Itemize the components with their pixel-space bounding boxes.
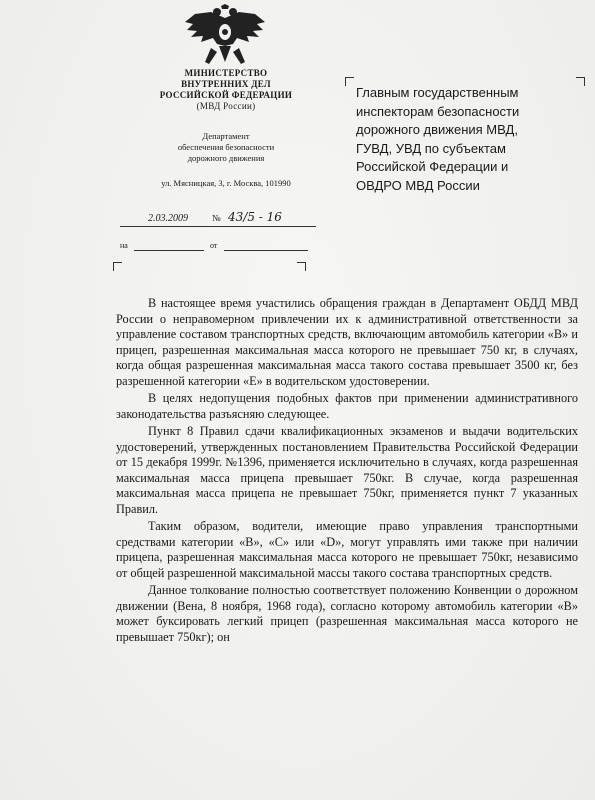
corner-mark [297, 262, 306, 271]
letter-body [116, 296, 578, 647]
body-paragraph: Таким образом, водители, имеющие право управления транспортными средствами категории «В», «С» или «D», могут управлять ими также при наличии прицепа, разрешенная максимальная масса которого не превышает 750кг, независимо от общей разрешенной максимальной массы такого состава транспортных средств. [116, 519, 578, 580]
ref-ot-blank [224, 250, 308, 251]
recipient-line: дорожного движения МВД, [356, 122, 518, 137]
body-paragraph: В целях недопущения подобных фактов при применении административного законодательства разъясняю следующее. [116, 391, 578, 421]
number-label: № [212, 213, 221, 223]
ministry-line: (МВД России) [196, 101, 256, 111]
department-line: дорожного движения [187, 153, 265, 163]
corner-mark [576, 77, 585, 86]
reference-line [120, 241, 316, 253]
department-line: обеспечения безопасности [177, 142, 275, 152]
ref-na-blank [134, 250, 204, 251]
recipient-line: инспекторам безопасности [356, 103, 520, 119]
ministry-line: РОССИЙСКОЙ ФЕДЕРАЦИИ [159, 90, 293, 100]
ref-ot-label: от [210, 241, 218, 250]
body-paragraph: В настоящее время участились обращения граждан в Департамент ОБДД МВД России о неправомерном привлечении их к административной ответственности за управление составом транспортных средств, включающим автомобиль категории «В» и прицеп, разрешенная максимальная масса которого не превышает 750 кг, в случаях, когда общая разрешенная максимальная масса такого состава превышает 3500 кг, без разрешенной категории «Е» в водительском удостоверении. [116, 296, 578, 388]
body-paragraph: Данное толкование полностью соответствует положению Конвенции о дорожном движении (Вена, 8 ноября, 1968 года), согласно которому автомобиль категории «В» может буксировать легкий прицеп (разрешенная максимальная масса которого не превышает 750кг); он [116, 583, 578, 644]
double-headed-eagle-icon [181, 4, 269, 66]
recipient-block [356, 84, 576, 195]
recipient-line: ОВДРО МВД России [356, 177, 480, 193]
corner-mark [113, 262, 122, 271]
document-date: 2.03.2009 [148, 213, 188, 224]
department-line: Департамент [202, 131, 250, 141]
body-paragraph: Пункт 8 Правил сдачи квалификационных экзаменов и выдачи водительских удостоверений, утвержденных постановлением Правительства Российской Федерации от 15 декабря 1999г. №1396, применяется исключительно в случаях, когда разрешенная максимальная масса прицепа превышает 750кг. В случае, когда разрешенная максимальная масса прицепа не превышает 750кг, применяется пункт 7 указанных Правил. [116, 424, 578, 516]
recipient-line: Главным государственным [356, 85, 519, 100]
ref-na-label: на [120, 241, 128, 250]
document-number: 43/5 - 16 [228, 210, 282, 224]
department-name [128, 131, 324, 164]
corner-mark [345, 77, 354, 86]
ministry-line: ВНУТРЕННИХ ДЕЛ [181, 79, 271, 89]
ministry-header [128, 68, 324, 112]
ministry-address: ул. Мясницкая, 3, г. Москва, 101990 [161, 178, 291, 188]
recipient-line: ГУВД, УВД по субъектам [356, 140, 506, 156]
recipient-line: Российской Федерации и [356, 159, 509, 174]
ministry-line: МИНИСТЕРСТВО [184, 68, 268, 78]
document-date-number [120, 212, 316, 227]
